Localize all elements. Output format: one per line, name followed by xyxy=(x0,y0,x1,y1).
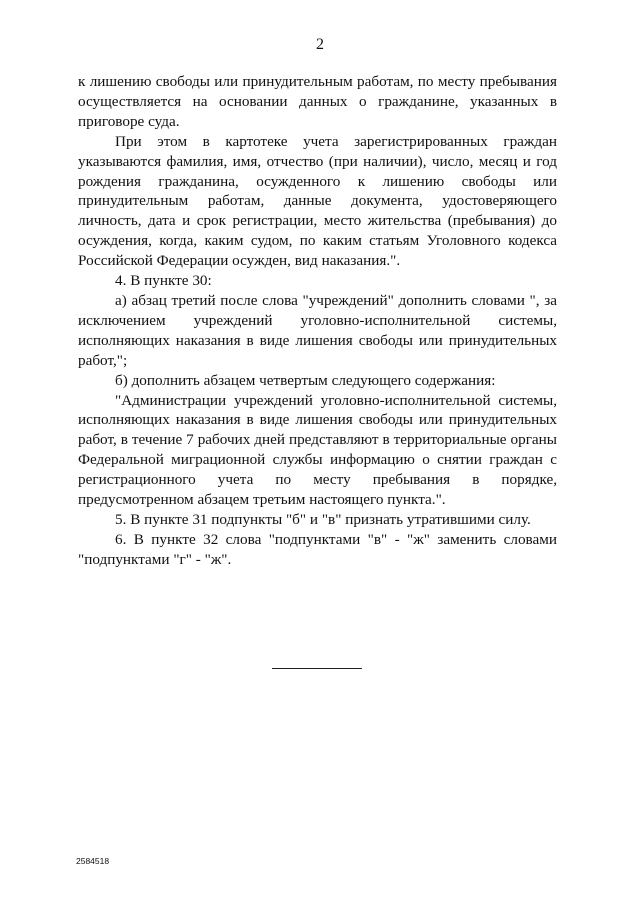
document-id: 2584518 xyxy=(76,856,110,866)
page-number: 2 xyxy=(316,36,324,53)
paragraph-subitem-b: б) дополнить абзацем четвертым следующего содержания: xyxy=(115,371,496,389)
paragraph-continuation: к лишению свободы или принудительным работам, по месту пребывания осуществляется на основании данных о гражданине, указанных в приговоре суда. xyxy=(78,73,557,130)
paragraph-item-4: 4. В пункте 30: xyxy=(115,272,212,290)
end-separator-line xyxy=(272,668,362,669)
document-body xyxy=(78,72,557,570)
paragraph-item-5: 5. В пункте 31 подпункты "б" и "в" признать утратившими силу. xyxy=(115,510,531,528)
paragraph-registration-card: При этом в картотеке учета зарегистрированных граждан указываются фамилия, имя, отчество (при наличии), число, месяц и год рождения гражданина, осужденного к лишению свободы или принудительным работам, данные документа, удостоверяющего личность, дата и срок регистрации, место жительства (пребывания) до осуждения, когда, каким судом, по каким статьям Уголовного кодекса Российской Федерации осужден, вид наказания.". xyxy=(78,132,557,270)
paragraph-item-6: 6. В пункте 32 слова "подпунктами "в" - "ж" заменить словами "подпунктами "г" - "ж". xyxy=(78,530,557,568)
paragraph-subitem-a: а) абзац третий после слова "учреждений" дополнить словами ", за исключением учреждений уголовно-исполнительной системы, исполняющих наказания в виде лишения свободы или принудительных работ,"; xyxy=(78,291,557,369)
paragraph-quoted-text: "Администрации учреждений уголовно-исполнительной системы, исполняющих наказания в виде лишения свободы или принудительных работ, в течение 7 рабочих дней представляют в территориальные органы Федеральной миграционной службы информацию о снятии граждан с регистрационного учета по месту пребывания в порядке, предусмотренном абзацем третьим настоящего пункта.". xyxy=(78,391,557,509)
